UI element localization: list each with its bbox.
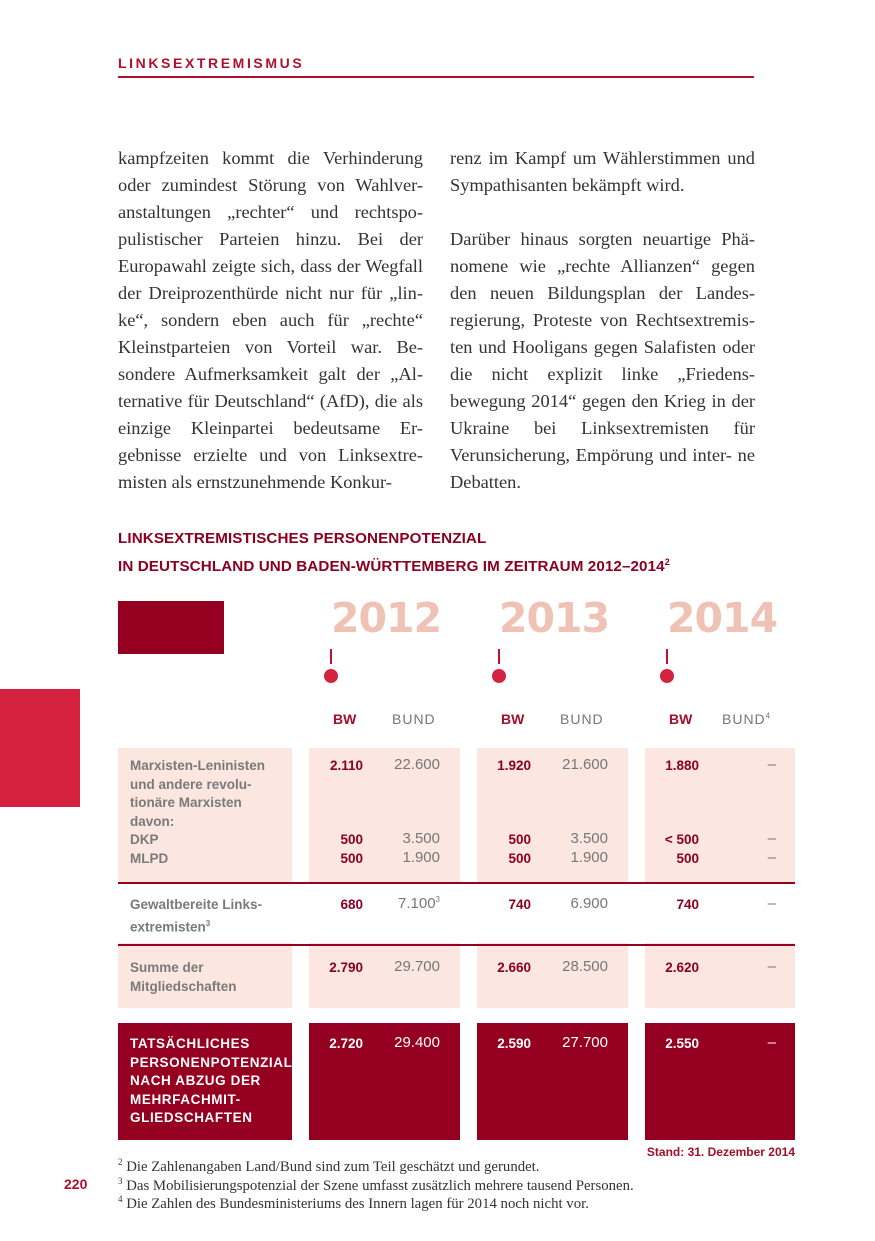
text-column-left [118, 145, 423, 496]
page-number: 220 [64, 1176, 88, 1192]
running-header: LINKSEXTREMISMUS [118, 55, 305, 71]
year-label-2014: 2014 [667, 594, 778, 642]
value-bw-2013-summe: 2.660 [497, 960, 531, 975]
col-header-bw-2012: BW [333, 711, 357, 727]
row-label-summe: Summe der Mitgliedschaften [130, 960, 237, 994]
row-divider [118, 944, 795, 946]
value-bw-2014-mlpd: 500 [676, 851, 699, 866]
value-bund-2013-marxisten: 21.600 [562, 756, 608, 773]
value-bund-2014-dkp: – [767, 830, 776, 847]
value-bund-2013-mlpd: 1.900 [570, 849, 608, 866]
value-bund-2012-dkp: 3.500 [402, 830, 440, 847]
value-bw-2013-tatsaechlich: 2.590 [497, 1036, 531, 1051]
value-bund-2014-gewalt: – [767, 895, 776, 912]
value-bund-2013-gewalt: 6.900 [570, 895, 608, 912]
paragraph: kampfzeiten kommt die Verhinderung oder zumindest Störung von Wahlver- anstaltungen „rechter“ und rechtspo- pulistischer Parteien hinzu. Bei der Europawahl zeigte sich, dass der Wegfall der Dreiprozenthürde nicht nur für „lin- ke“, sondern eben auch für „rechte“ Kleinstparteien von Vorteil war. Be- sondere Aufmerksamkeit galt der „Al- ternative für Deutschland“ (AfD), die als einzige Kleinpartei bedeutsame Er- gebnisse erzielte und von Linksextre- misten als ernstzunehmende Konkur- [118, 148, 423, 492]
value-bund-2014-tatsaechlich: – [767, 1034, 776, 1051]
chapter-side-tab [0, 689, 80, 807]
row-label-marxisten: Marxisten-Leninisten und andere revolu- tionäre Marxisten davon: [130, 758, 266, 829]
value-bund-2013-dkp: 3.500 [570, 830, 608, 847]
value-bw-2013-dkp: 500 [508, 832, 531, 847]
value-bund-2013-summe: 28.500 [562, 958, 608, 975]
year-tick [498, 649, 500, 664]
data-status-date: Stand: 31. Dezember 2014 [646, 1145, 795, 1159]
col-header-bund-2014: BUND$^4$ [722, 711, 771, 727]
footnote-4: $^4$ Die Zahlen des Bundesministeriums des Innern lagen für 2014 noch nicht vor. [118, 1194, 589, 1212]
legend-box [118, 601, 224, 654]
year-dot [492, 669, 506, 683]
row-label-mlpd: MLPD [130, 851, 169, 866]
value-bw-2012-marxisten: 2.110 [329, 758, 363, 773]
year-label-2012: 2012 [331, 594, 442, 642]
value-bw-2013-mlpd: 500 [508, 851, 531, 866]
row-label-tatsaechlich: TATSÄCHLICHES PERSONENPOTENZIAL NACH ABZUG DER MEHRFACHMIT- GLIEDSCHAFTEN [130, 1036, 293, 1125]
year-dot [324, 669, 338, 683]
row-label-gewalt: Gewaltbereite Links- extremisten$^3$ [130, 897, 263, 934]
value-bund-2014-mlpd: – [767, 849, 776, 866]
year-dot [660, 669, 674, 683]
col-header-bund-2013: BUND [560, 711, 604, 727]
chart-title-line2: IN DEUTSCHLAND UND BADEN-WÜRTTEMBERG IM ZEITRAUM 2012–2014$^2$ [118, 557, 670, 576]
value-bw-2014-dkp: < 500 [664, 832, 699, 847]
col-header-bw-2013: BW [501, 711, 525, 727]
value-bund-2014-summe: – [767, 958, 776, 975]
value-bund-2012-tatsaechlich: 29.400 [394, 1034, 440, 1051]
footnote-3: $^3$ Das Mobilisierungspotenzial der Szene umfasst zusätzlich mehrere tausend Personen. [118, 1176, 634, 1194]
text-column-right [450, 145, 755, 496]
value-bw-2013-gewalt: 740 [508, 897, 531, 912]
year-tick [666, 649, 668, 664]
chart-title-line1: LINKSEXTREMISTISCHES PERSONENPOTENZIAL [118, 530, 487, 547]
value-bw-2014-tatsaechlich: 2.550 [665, 1036, 699, 1051]
value-bund-2012-mlpd: 1.900 [402, 849, 440, 866]
footnote-2: $^2$ Die Zahlenangaben Land/Bund sind zum Teil geschätzt und gerundet. [118, 1157, 540, 1175]
value-bw-2014-summe: 2.620 [665, 960, 699, 975]
value-bw-2012-summe: 2.790 [329, 960, 363, 975]
paragraph: renz im Kampf um Wählerstimmen und Sympathisanten bekämpft wird. [450, 148, 755, 195]
value-bw-2012-dkp: 500 [340, 832, 363, 847]
value-bund-2013-tatsaechlich: 27.700 [562, 1034, 608, 1051]
value-bw-2012-tatsaechlich: 2.720 [329, 1036, 363, 1051]
col-header-bund-2012: BUND [392, 711, 436, 727]
paragraph: Darüber hinaus sorgten neuartige Phä- nomene wie „rechte Allianzen“ gegen den neuen Bildungsplan der Landes- regierung, Proteste von Rechtsextremis- ten und Hooligans gegen Salafisten oder die nicht explizit linke „Friedens- bewegung 2014“ gegen den Krieg in der Ukraine bei Linksextremisten für Verunsicherung, Empörung und inter- ne Debatten. [450, 229, 755, 492]
value-bw-2012-mlpd: 500 [340, 851, 363, 866]
value-bund-2012-summe: 29.700 [394, 958, 440, 975]
year-tick [330, 649, 332, 664]
value-bw-2014-marxisten: 1.880 [665, 758, 699, 773]
value-bw-2013-marxisten: 1.920 [497, 758, 531, 773]
header-rule [118, 76, 754, 78]
row-divider [118, 882, 795, 884]
value-bw-2012-gewalt: 680 [340, 897, 363, 912]
col-header-bw-2014: BW [669, 711, 693, 727]
year-label-2013: 2013 [499, 594, 610, 642]
value-bund-2012-gewalt: 7.100$^3$ [398, 895, 440, 912]
value-bund-2014-marxisten: – [767, 756, 776, 773]
row-label-dkp: DKP [130, 832, 159, 847]
value-bund-2012-marxisten: 22.600 [394, 756, 440, 773]
value-bw-2014-gewalt: 740 [676, 897, 699, 912]
